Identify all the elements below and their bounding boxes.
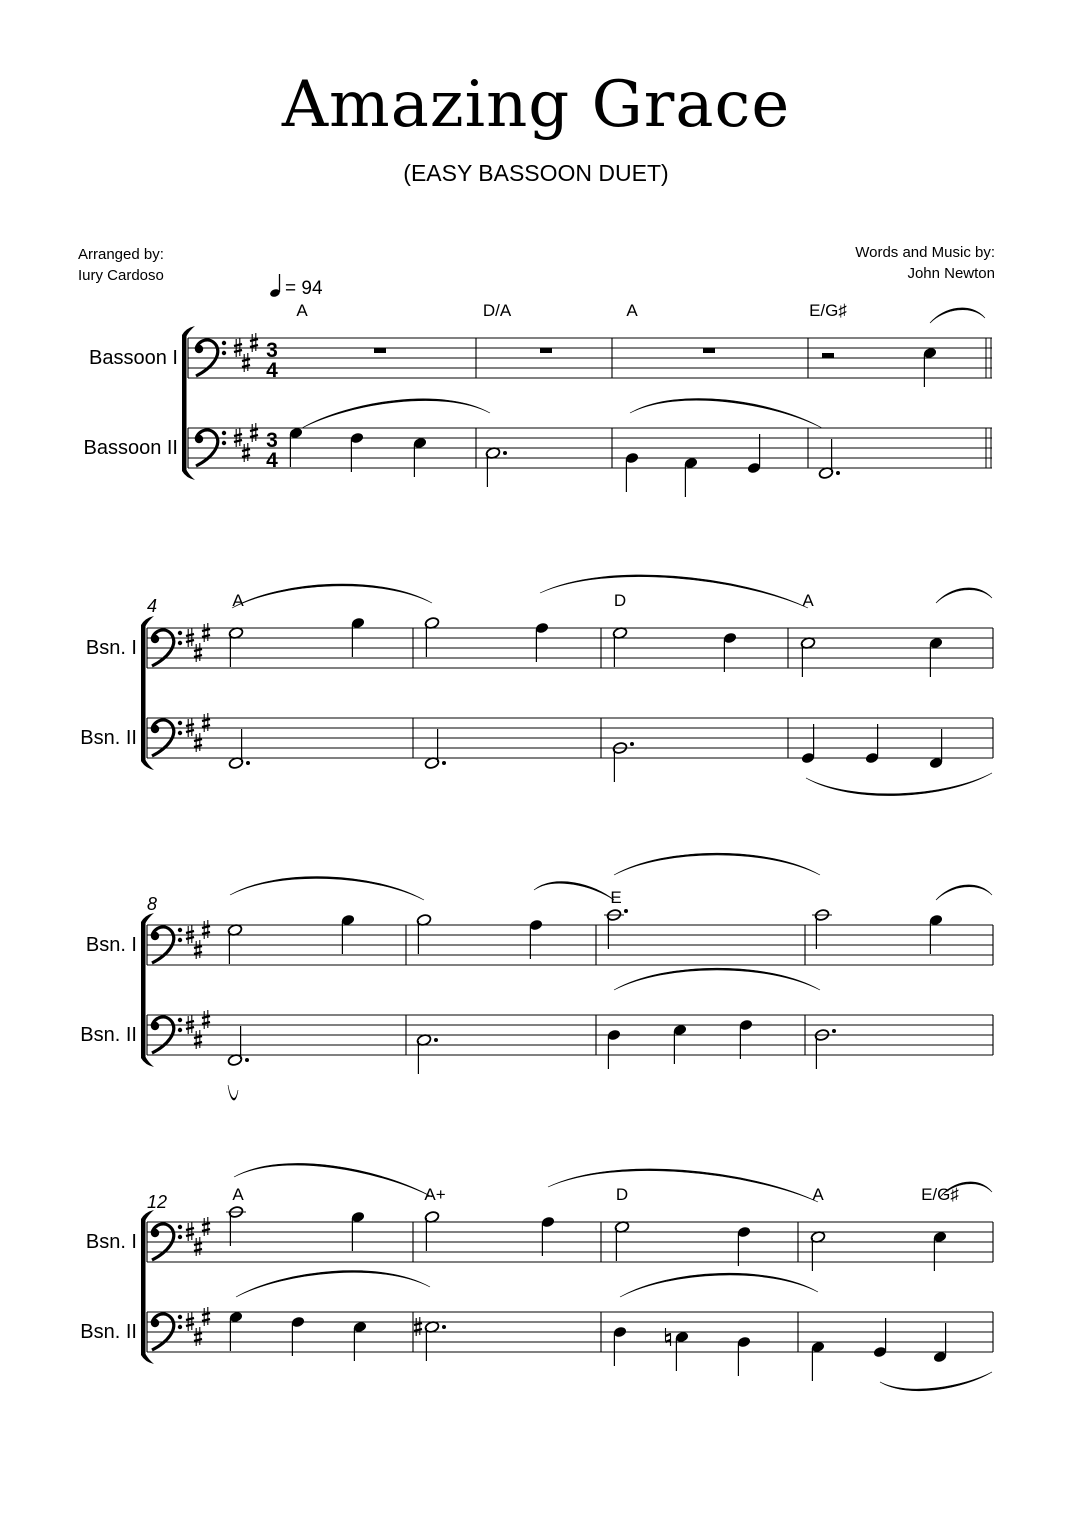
instrument-label-bassoon-2: Bsn. II xyxy=(80,1321,137,1343)
note xyxy=(811,1341,826,1381)
chord-symbol: A xyxy=(296,301,308,320)
note xyxy=(228,626,244,667)
note xyxy=(929,729,944,769)
key-sharp-icon xyxy=(194,1327,202,1346)
music-system xyxy=(80,853,993,1100)
slur xyxy=(930,308,985,323)
svg-text:3: 3 xyxy=(266,429,278,452)
slur xyxy=(234,1163,432,1197)
note xyxy=(865,724,880,764)
whole-rest-icon xyxy=(703,348,715,353)
instrument-label-bassoon-1: Bsn. I xyxy=(85,934,137,956)
sharp-icon xyxy=(414,1317,422,1336)
staff-bassoon-1 xyxy=(89,333,992,382)
composer-name: John Newton xyxy=(907,265,995,282)
note xyxy=(229,1311,244,1351)
key-signature xyxy=(234,423,258,462)
note xyxy=(801,724,816,764)
note xyxy=(737,1336,752,1376)
slur xyxy=(936,885,992,900)
slur xyxy=(806,773,992,796)
chord-symbol: D xyxy=(615,1185,629,1204)
note xyxy=(666,1328,690,1371)
key-sharp-icon xyxy=(202,1217,210,1236)
half-rest-icon xyxy=(822,353,834,358)
instrument-label-bassoon-2: Bsn. II xyxy=(80,727,137,749)
note xyxy=(818,439,840,480)
voice-bassoon-2 xyxy=(229,1271,992,1391)
slur xyxy=(228,1085,238,1100)
note xyxy=(614,1220,630,1261)
voice-bassoon-1 xyxy=(374,308,985,387)
time-signature xyxy=(266,339,278,382)
whole-rest-icon xyxy=(540,348,552,353)
key-signature xyxy=(234,333,258,372)
note xyxy=(414,1317,446,1361)
note xyxy=(424,729,446,770)
note xyxy=(535,622,550,662)
music-system xyxy=(80,1163,993,1390)
slur xyxy=(534,882,614,900)
voice-bassoon-2 xyxy=(228,724,992,796)
slur xyxy=(614,853,820,875)
note xyxy=(607,1029,622,1069)
slur xyxy=(548,1169,818,1202)
tempo-marking xyxy=(269,274,323,299)
key-signature xyxy=(186,920,210,959)
staff-bassoon-2 xyxy=(83,423,992,472)
slur xyxy=(230,877,424,900)
note xyxy=(933,1323,948,1363)
chord-symbol: E/G♯ xyxy=(809,301,847,320)
note xyxy=(529,919,544,959)
note xyxy=(351,1211,366,1251)
chord-symbol: E/G♯ xyxy=(921,1185,959,1204)
measure-number: 12 xyxy=(147,1192,168,1212)
key-sharp-icon xyxy=(242,353,250,372)
note xyxy=(424,616,440,657)
note xyxy=(289,427,304,467)
key-signature xyxy=(186,1010,210,1049)
note xyxy=(226,1205,246,1246)
note xyxy=(291,1316,306,1356)
slur xyxy=(620,1273,818,1297)
note xyxy=(227,1026,249,1067)
chord-symbol: D xyxy=(613,591,627,610)
voice-bassoon-1 xyxy=(226,1163,992,1271)
svg-text:4: 4 xyxy=(266,359,278,382)
slur xyxy=(540,575,808,608)
chord-symbol: A xyxy=(802,591,814,610)
key-sharp-icon xyxy=(202,920,210,939)
note xyxy=(416,1033,438,1074)
slur xyxy=(614,968,820,990)
measure-number: 8 xyxy=(147,894,158,914)
key-sharp-icon xyxy=(202,713,210,732)
key-sharp-icon xyxy=(250,333,258,352)
whole-rest-icon xyxy=(374,348,386,353)
key-sharp-icon xyxy=(194,1030,202,1049)
instrument-label-bassoon-1: Bassoon I xyxy=(89,347,178,369)
note xyxy=(873,1318,888,1358)
note xyxy=(812,908,832,949)
score-title: Amazing Grace xyxy=(281,68,791,142)
chord-symbol: A xyxy=(626,301,638,320)
note xyxy=(929,914,944,954)
note xyxy=(416,913,432,954)
key-sharp-icon xyxy=(250,423,258,442)
key-signature xyxy=(186,713,210,752)
slur xyxy=(236,1271,430,1297)
note xyxy=(929,637,944,677)
note xyxy=(228,729,250,770)
chord-symbol: A xyxy=(232,1185,244,1204)
note xyxy=(413,437,428,477)
key-sharp-icon xyxy=(202,1307,210,1326)
note xyxy=(485,446,507,487)
note xyxy=(739,1019,754,1059)
note xyxy=(723,632,738,672)
instrument-label-bassoon-2: Bassoon II xyxy=(83,437,178,459)
staff-bassoon-1 xyxy=(86,1217,993,1262)
key-sharp-icon xyxy=(194,1237,202,1256)
instrument-label-bassoon-1: Bsn. I xyxy=(85,637,137,659)
key-signature xyxy=(186,623,210,662)
note xyxy=(810,1230,826,1271)
arranger-name: Iury Cardoso xyxy=(78,267,164,284)
note xyxy=(625,452,640,492)
note xyxy=(923,347,938,387)
chord-symbol: E xyxy=(610,888,622,907)
instrument-label-bassoon-1: Bsn. I xyxy=(85,1231,137,1253)
note xyxy=(684,457,699,497)
chord-symbol: A+ xyxy=(424,1185,446,1204)
music-system xyxy=(80,575,993,796)
staff-bassoon-2 xyxy=(80,1010,993,1055)
instrument-label-bassoon-2: Bsn. II xyxy=(80,1024,137,1046)
composer-label: Words and Music by: xyxy=(855,244,995,261)
note xyxy=(353,1321,368,1361)
chord-symbol: D/A xyxy=(482,301,512,320)
chord-symbol: A xyxy=(812,1185,824,1204)
chord-symbol: A xyxy=(232,591,244,610)
note xyxy=(800,636,816,677)
note xyxy=(424,1210,440,1251)
note xyxy=(227,923,243,964)
note xyxy=(351,617,366,657)
arranger-label: Arranged by: xyxy=(78,246,164,263)
key-sharp-icon xyxy=(242,443,250,462)
time-signature xyxy=(266,429,278,472)
tempo-bpm: = 94 xyxy=(285,278,323,299)
note xyxy=(604,908,628,949)
note xyxy=(747,434,762,474)
natural-icon xyxy=(666,1328,671,1346)
voice-bassoon-1 xyxy=(228,575,992,677)
slur xyxy=(936,588,992,603)
key-sharp-icon xyxy=(202,623,210,642)
key-signature xyxy=(186,1217,210,1256)
svg-text:4: 4 xyxy=(266,449,278,472)
slur xyxy=(880,1372,992,1391)
note xyxy=(350,432,365,472)
note xyxy=(613,1326,628,1366)
staff-bassoon-2 xyxy=(80,713,993,758)
score-subtitle: (EASY BASSOON DUET) xyxy=(403,160,669,186)
music-system xyxy=(83,301,992,497)
voice-bassoon-1 xyxy=(227,853,992,964)
svg-text:3: 3 xyxy=(266,339,278,362)
key-signature xyxy=(186,1307,210,1346)
note xyxy=(673,1024,688,1064)
slur xyxy=(232,584,432,608)
key-sharp-icon xyxy=(202,1010,210,1029)
note xyxy=(933,1231,948,1271)
measure-number: 4 xyxy=(147,596,158,616)
note xyxy=(341,914,356,954)
staff-bassoon-2 xyxy=(80,1307,993,1352)
voice-bassoon-2 xyxy=(227,968,836,1100)
key-sharp-icon xyxy=(194,733,202,752)
note xyxy=(541,1216,556,1256)
note xyxy=(612,626,628,667)
slur xyxy=(630,399,822,428)
key-sharp-icon xyxy=(194,940,202,959)
key-sharp-icon xyxy=(194,643,202,662)
slur xyxy=(302,399,490,428)
note xyxy=(737,1226,752,1266)
